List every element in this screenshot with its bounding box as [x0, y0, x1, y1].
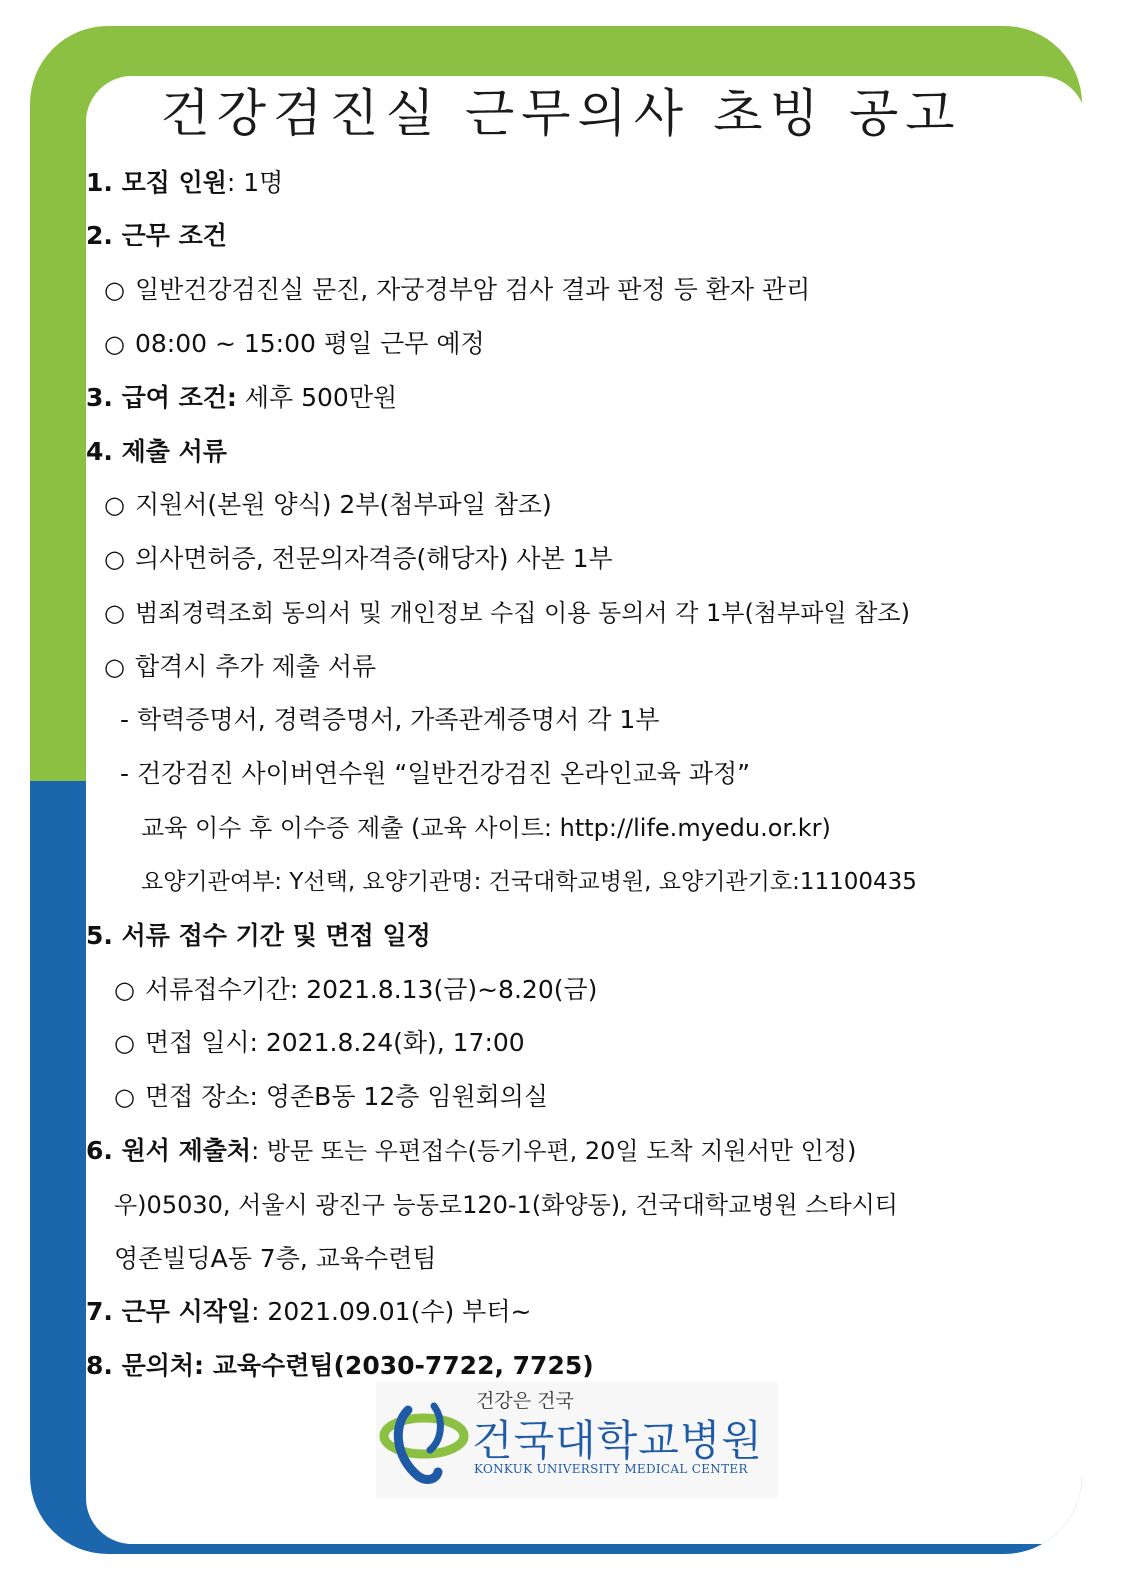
hospital-emblem-icon: [378, 1396, 470, 1488]
section-5-item: [114, 974, 597, 1006]
section-6-address: 우)05030, 서울시 광진구 능동로120-1(화양동), 건국대학교병원 스타시티: [114, 1191, 898, 1219]
page-title: 건강검진실 근무의사 초빙 공고: [160, 85, 962, 144]
bullet-circle-icon: ○: [114, 1083, 135, 1111]
section-4-subitem: - 학력증명서, 경력증명서, 가족관계증명서 각 1부: [120, 705, 660, 734]
item-text: 면접 장소: 영존B동 12층 임원회의실: [144, 1082, 549, 1111]
item-text: 의사면허증, 전문의자격증(해당자) 사본 1부: [134, 544, 613, 573]
bullet-circle-icon: ○: [104, 545, 125, 573]
item-text: 일반건강검진실 문진, 자궁경부암 검사 결과 판정 등 환자 관리: [134, 275, 811, 304]
logo-english-name: KONKUK UNIVERSITY MEDICAL CENTER: [474, 1462, 748, 1476]
section-1-value: : 1명: [226, 168, 284, 197]
item-text: 서류접수기간: 2021.8.13(금)~8.20(금): [144, 975, 598, 1004]
section-3: [86, 382, 397, 414]
bullet-circle-icon: ○: [104, 653, 125, 681]
bullet-circle-icon: ○: [104, 599, 125, 627]
section-4-subitem: 요양기관여부: Y선택, 요양기관명: 건국대학교병원, 요양기관기호:11100435: [141, 869, 917, 895]
logo-slogan: 건강은 건국: [476, 1390, 574, 1412]
section-5-item: [114, 1027, 525, 1059]
section-4-item: [104, 597, 910, 629]
item-text: 지원서(본원 양식) 2부(첨부파일 참조): [134, 490, 552, 519]
section-5-heading: 5. 서류 접수 기간 및 면접 일정: [86, 921, 431, 950]
section-7: [86, 1296, 531, 1328]
section-3-value: 세후 500만원: [236, 383, 398, 412]
section-2-heading: 2. 근무 조건: [86, 221, 227, 250]
logo-name: 건국대학교병원: [472, 1416, 764, 1465]
bullet-circle-icon: ○: [114, 976, 135, 1004]
section-4-item: [104, 543, 613, 575]
bullet-circle-icon: ○: [104, 276, 125, 304]
section-4-item: [104, 651, 376, 683]
section-7-heading: 7. 근무 시작일: [86, 1297, 252, 1326]
section-6: [86, 1135, 856, 1167]
section-6-address: 영존빌딩A동 7층, 교육수련팀: [114, 1244, 437, 1273]
section-1: [86, 167, 283, 199]
section-4-subitem: 교육 이수 후 이수증 제출 (교육 사이트: http://life.myedu.or.kr): [141, 814, 831, 842]
item-text: 범죄경력조회 동의서 및 개인정보 수집 이용 동의서 각 1부(첨부파일 참조): [134, 599, 910, 627]
section-6-value: : 방문 또는 우편접수(등기우편, 20일 도착 지원서만 인정): [251, 1137, 857, 1165]
section-2-item: [104, 274, 810, 306]
section-8-heading: 8. 문의처: 교육수련팀(2030-7722, 7725): [86, 1351, 594, 1380]
item-text: 합격시 추가 제출 서류: [134, 652, 377, 681]
section-5-item: [114, 1081, 548, 1113]
section-7-value: : 2021.09.01(수) 부터~: [251, 1297, 532, 1326]
section-3-heading: 3. 급여 조건:: [86, 383, 237, 412]
section-4-heading: 4. 제출 서류: [86, 437, 227, 466]
hospital-logo: [376, 1382, 778, 1498]
item-text: 08:00 ~ 15:00 평일 근무 예정: [134, 329, 485, 358]
bullet-circle-icon: ○: [104, 491, 125, 519]
section-1-heading: 1. 모집 인원: [86, 168, 227, 197]
bullet-circle-icon: ○: [114, 1029, 135, 1057]
item-text: 면접 일시: 2021.8.24(화), 17:00: [144, 1028, 525, 1057]
section-2-item: [104, 328, 485, 360]
section-4-subitem: - 건강검진 사이버연수원 “일반건강검진 온라인교육 과정”: [120, 759, 751, 788]
section-4-item: [104, 489, 552, 521]
bullet-circle-icon: ○: [104, 330, 125, 358]
section-6-heading: 6. 원서 제출처: [86, 1136, 252, 1165]
